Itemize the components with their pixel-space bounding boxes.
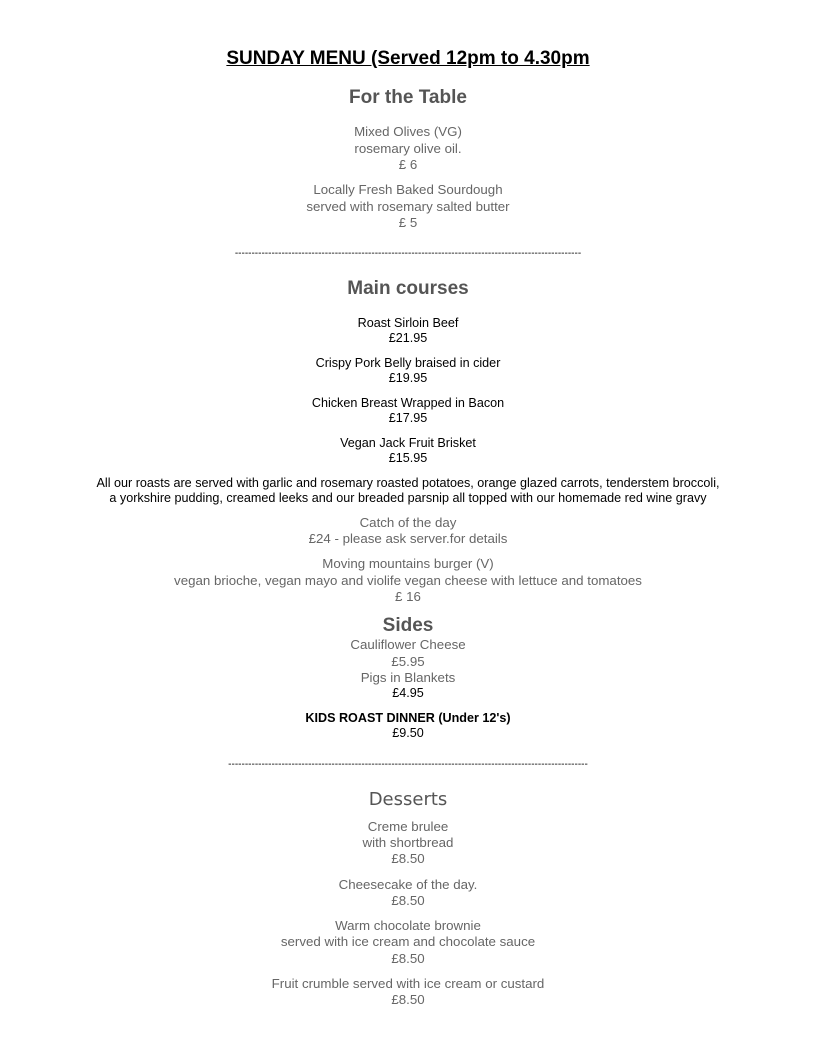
page-title: SUNDAY MENU (Served 12pm to 4.30pm [226,48,590,69]
item-description: rosemary olive oil. [354,141,462,156]
item-name: Chicken Breast Wrapped in Bacon [311,396,505,410]
item-price: £ 5 [398,215,418,230]
item-name: Crispy Pork Belly braised in cider [315,356,501,370]
section-heading-for-the-table: For the Table [349,87,467,108]
item-name: Warm chocolate brownie [335,918,481,933]
item-price: £19.95 [388,371,428,385]
item-name: Creme brulee [367,819,449,834]
item-name: Catch of the day [359,515,457,530]
item-price: £8.50 [391,951,425,966]
item-price: £21.95 [388,331,428,345]
item-description: served with rosemary salted butter [306,199,510,214]
item-price: £ 16 [395,589,421,604]
item-name: Mixed Olives (VG) [354,124,462,139]
item-description: vegan brioche, vegan mayo and violife vegan cheese with lettuce and tomatoes [174,573,642,588]
item-description: served with ice cream and chocolate sauce [280,934,536,949]
item-name: Cauliflower Cheese [350,637,466,652]
section-heading-desserts: Desserts [368,789,448,810]
section-heading-sides: Sides [382,615,434,636]
item-price: £17.95 [388,411,428,425]
item-price: £8.50 [391,992,425,1007]
item-name: Locally Fresh Baked Sourdough [313,182,503,197]
section-heading-main-courses: Main courses [347,278,469,299]
divider: -------------------------------------------------------------------------------------------------------- [234,248,582,259]
divider: ------------------------------------------------------------------------------------------------------------ [228,759,588,770]
item-name: Pigs in Blankets [360,670,456,685]
item-name: Moving mountains burger (V) [322,556,494,571]
item-name: Cheesecake of the day. [338,877,478,892]
item-price: £24 - please ask server.for details [308,531,508,546]
item-price: £15.95 [388,451,428,465]
roast-note: a yorkshire pudding, creamed leeks and our breaded parsnip all topped with our homemade red wine gravy [109,491,707,505]
item-price: £5.95 [391,654,425,669]
item-name: Roast Sirloin Beef [357,316,459,330]
item-price: £4.95 [392,686,424,700]
item-price: £ 6 [398,157,418,172]
kids-menu-price: £9.50 [392,726,424,740]
roast-note: All our roasts are served with garlic and rosemary roasted potatoes, orange glazed carrots, tenderstem broccoli, [96,476,720,490]
item-description: with shortbread [362,835,454,850]
item-name: Vegan Jack Fruit Brisket [340,436,476,450]
kids-menu-name: KIDS ROAST DINNER (Under 12's) [305,711,511,725]
item-price: £8.50 [391,851,425,866]
item-name: Fruit crumble served with ice cream or custard [271,976,545,991]
item-price: £8.50 [391,893,425,908]
